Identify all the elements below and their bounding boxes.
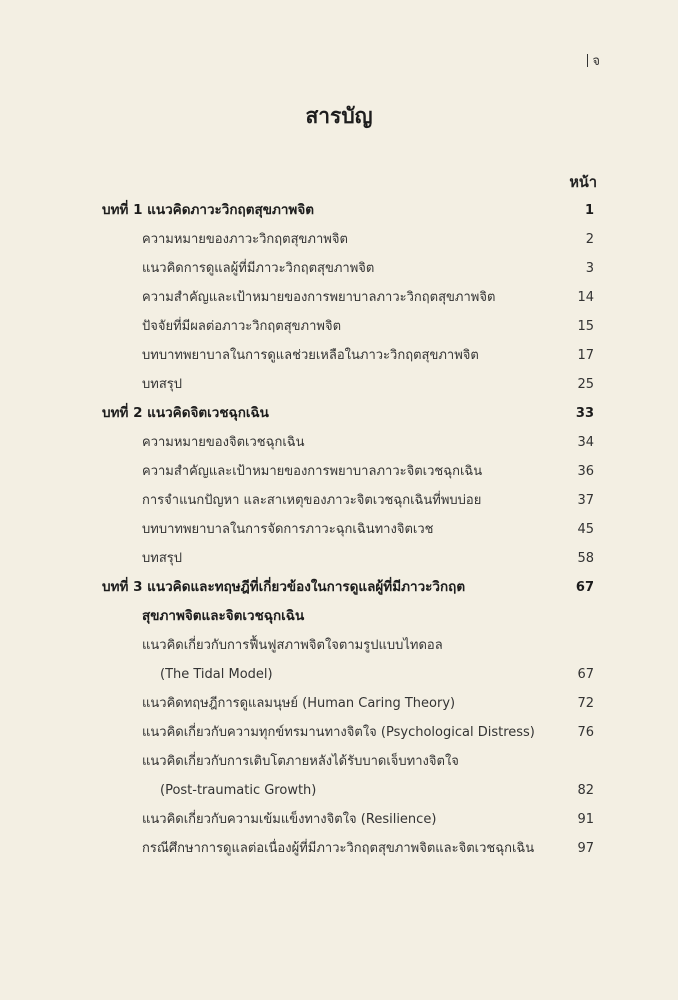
- page-number: จ: [592, 54, 600, 69]
- toc-page-number: 45: [577, 522, 594, 537]
- toc-page-number: 72: [577, 696, 594, 711]
- toc-entry-row: [0, 515, 678, 544]
- toc-page-number: 17: [577, 348, 594, 363]
- toc-page-number: 67: [575, 580, 594, 595]
- toc-entry-row: [0, 834, 678, 863]
- toc-entry-label: ความสำคัญและเป้าหมายของการพยาบาลภาวะวิกฤตสุขภาพจิต: [142, 290, 496, 305]
- toc-entry-label: แนวคิดเกี่ยวกับความเข้มแข็งทางจิตใจ (Resilience): [142, 812, 437, 827]
- toc-entry-label: บทที่ 1 แนวคิดภาวะวิกฤตสุขภาพจิต: [102, 202, 314, 218]
- toc-entry-row: [0, 689, 678, 718]
- toc-entry-row: [0, 225, 678, 254]
- toc-entry-row: [0, 602, 678, 631]
- separator: [587, 54, 588, 67]
- toc-entry-label: กรณีศึกษาการดูแลต่อเนื่องผู้ที่มีภาวะวิกฤตสุขภาพจิตและจิตเวชฉุกเฉิน: [142, 841, 535, 856]
- toc-entry-row: [0, 805, 678, 834]
- toc-entry-label: (The Tidal Model): [160, 667, 273, 682]
- toc-page-number: 91: [577, 812, 594, 827]
- toc-page-number: 33: [575, 406, 594, 421]
- toc-page-number: 37: [577, 493, 594, 508]
- toc-chapter-row: [0, 399, 678, 428]
- toc-entry-label: ความหมายของจิตเวชฉุกเฉิน: [142, 435, 305, 450]
- toc-entry-label: แนวคิดเกี่ยวกับการเติบโตภายหลังได้รับบาดเจ็บทางจิตใจ: [142, 754, 459, 769]
- toc-entry-row: [0, 776, 678, 805]
- toc-page-number: 76: [577, 725, 594, 740]
- toc-entry-row: [0, 341, 678, 370]
- toc-entry-label: แนวคิดการดูแลผู้ที่มีภาวะวิกฤตสุขภาพจิต: [142, 261, 375, 276]
- page-number-marker: [587, 50, 600, 71]
- toc-entry-label: บทบาทพยาบาลในการดูแลช่วยเหลือในภาวะวิกฤตสุขภาพจิต: [142, 348, 479, 363]
- toc-page-number: 36: [577, 464, 594, 479]
- toc-entry-row: [0, 486, 678, 515]
- toc-entry-label: บทบาทพยาบาลในการจัดการภาวะฉุกเฉินทางจิตเวช: [142, 522, 434, 537]
- toc-entry-row: [0, 457, 678, 486]
- toc-entry-row: [0, 312, 678, 341]
- toc-entry-row: [0, 631, 678, 660]
- toc-entry-label: ความสำคัญและเป้าหมายของการพยาบาลภาวะจิตเวชฉุกเฉิน: [142, 464, 483, 479]
- toc-page-number: 1: [584, 203, 594, 218]
- toc-page-number: 3: [585, 261, 594, 276]
- toc-entry-row: [0, 747, 678, 776]
- toc-page-number: 97: [577, 841, 594, 856]
- toc-entry-row: [0, 660, 678, 689]
- page-column-header: หน้า: [569, 175, 597, 191]
- toc-entry-row: [0, 544, 678, 573]
- toc-entry-row: [0, 283, 678, 312]
- toc-entry-row: [0, 254, 678, 283]
- toc-entry-label: บทที่ 2 แนวคิดจิตเวชฉุกเฉิน: [102, 405, 269, 421]
- toc-entry-row: [0, 718, 678, 747]
- toc-entry-label: (Post-traumatic Growth): [160, 783, 317, 798]
- toc-entry-label: แนวคิดทฤษฎีการดูแลมนุษย์ (Human Caring Theory): [142, 696, 456, 711]
- toc-entry-label: สุขภาพจิตและจิตเวชฉุกเฉิน: [142, 608, 305, 624]
- toc-page-number: 34: [577, 435, 594, 450]
- toc-entry-label: บทสรุป: [142, 551, 182, 566]
- toc-entry-label: แนวคิดเกี่ยวกับความทุกข์ทรมานทางจิตใจ (Psychological Distress): [142, 725, 535, 740]
- toc-page-number: 58: [577, 551, 594, 566]
- toc-entry-label: บทที่ 3 แนวคิดและทฤษฎีที่เกี่ยวข้องในการดูแลผู้ที่มีภาวะวิกฤต: [102, 579, 466, 595]
- toc-page-number: 25: [577, 377, 594, 392]
- toc-entry-label: ความหมายของภาวะวิกฤตสุขภาพจิต: [142, 232, 348, 247]
- toc-page-number: 2: [585, 232, 594, 247]
- page-title: สารบัญ: [305, 104, 373, 128]
- toc-chapter-row: [0, 196, 678, 225]
- toc-entry-label: การจำแนกปัญหา และสาเหตุของภาวะจิตเวชฉุกเฉินที่พบบ่อย: [142, 493, 482, 508]
- toc-chapter-row: [0, 573, 678, 602]
- toc-page-number: 15: [577, 319, 594, 334]
- toc-page-number: 82: [577, 783, 594, 798]
- toc-entry-label: ปัจจัยที่มีผลต่อภาวะวิกฤตสุขภาพจิต: [142, 319, 342, 334]
- table-of-contents: [0, 196, 678, 863]
- toc-entry-label: แนวคิดเกี่ยวกับการฟื้นฟูสภาพจิตใจตามรูปแบบไทดอล: [142, 638, 443, 653]
- toc-entry-row: [0, 428, 678, 457]
- toc-entry-label: บทสรุป: [142, 377, 182, 392]
- toc-entry-row: [0, 370, 678, 399]
- toc-page-number: 14: [577, 290, 594, 305]
- toc-page-number: 67: [577, 667, 594, 682]
